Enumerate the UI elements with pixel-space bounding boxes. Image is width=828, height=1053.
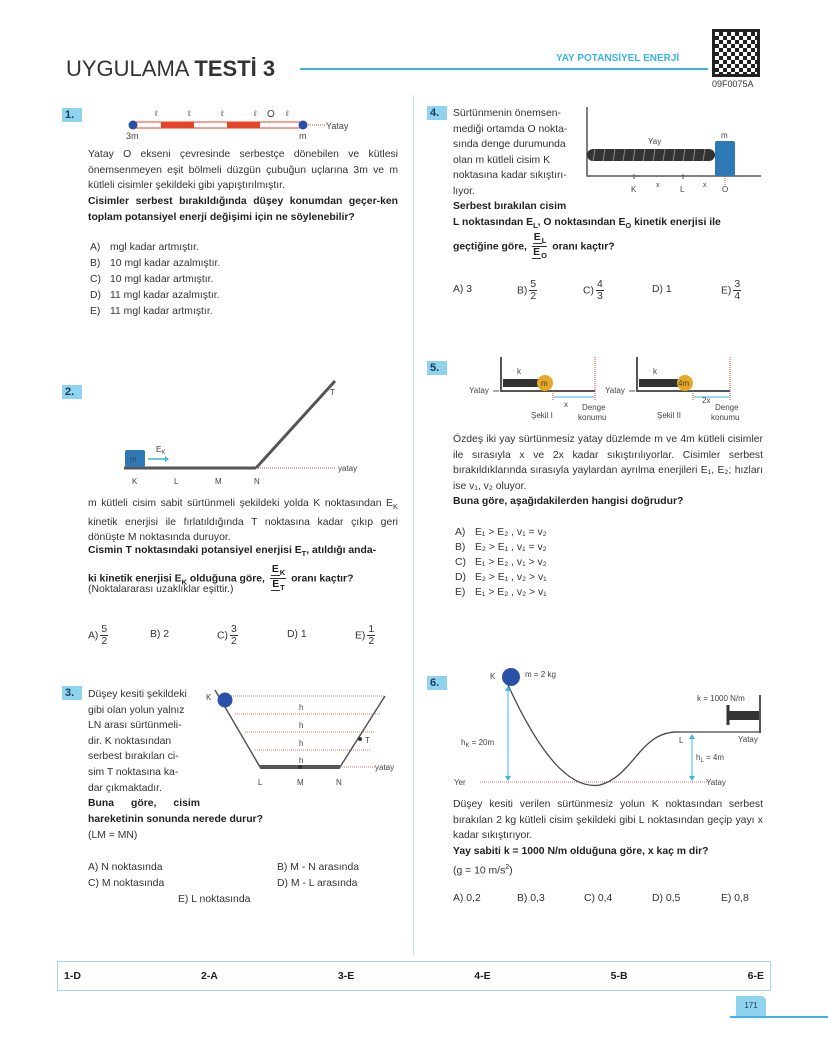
svg-text:T: T xyxy=(330,388,335,397)
svg-text:N: N xyxy=(336,778,342,787)
option-d[interactable]: D) E₂ > E₁ , v₂ > v₁ xyxy=(455,572,547,583)
column-divider xyxy=(413,95,414,955)
question-number: 1. xyxy=(62,108,82,122)
svg-text:h: h xyxy=(299,703,304,712)
q4-question-3: geçtiğine göre, $\frac{E_L}{E_O}$ oranı kaçtır? xyxy=(453,232,615,261)
svg-text:Yatay: Yatay xyxy=(469,386,489,395)
qr-code-label: 09F0075A xyxy=(712,79,754,89)
rod-figure xyxy=(120,104,360,144)
svg-text:k: k xyxy=(517,367,521,376)
option-c[interactable]: C) M noktasında xyxy=(88,878,165,889)
q4-question-2: L noktasından $E_L$, O noktasından $E_O$ kinetik enerjisi ile xyxy=(453,217,721,231)
q1-body: Yatay O ekseni çevresinde serbestçe dönebilen ve kütlesi önemsenmeyen eşit bölmeli düzgün çubuğun uçlarına 3m ve m kütleli cisimler şekildeki gibi yapıştırılmıştır. xyxy=(88,149,398,192)
svg-text:m = 2 kg: m = 2 kg xyxy=(525,670,556,679)
svg-text:L: L xyxy=(680,185,685,194)
svg-text:Denge: Denge xyxy=(715,403,739,412)
q2-body: m kütleli cisim sabit sürtünmeli şekildeki yolda K noktasından $E_K$ kinetik enerjisi ile fırlatıldığında T noktasına kadar çıkıp geri dönüşte M noktasında duruyor. xyxy=(88,498,398,544)
option-a[interactable]: A) E₁ > E₂ , v₁ = v₂ xyxy=(455,527,547,538)
svg-text:Yer: Yer xyxy=(454,778,466,787)
svg-text:N: N xyxy=(254,477,260,485)
svg-text:m: m xyxy=(299,131,307,141)
valley-track-figure xyxy=(200,688,410,798)
svg-text:ℓ: ℓ xyxy=(221,109,224,118)
svg-text:h: h xyxy=(299,756,304,765)
option-d[interactable]: D) 11 mgl kadar azalmıştır. xyxy=(90,290,220,301)
answer-2: 2-A xyxy=(200,970,218,982)
svg-text:K: K xyxy=(631,185,637,194)
svg-text:Denge: Denge xyxy=(582,403,606,412)
option-c[interactable]: C) $\frac{3}{2}$ xyxy=(217,624,237,647)
svg-text:hK = 20m: $h_K = 20m$ xyxy=(461,738,495,749)
question-number: 3. xyxy=(62,686,82,700)
svg-text:m: m xyxy=(130,455,137,464)
svg-text:yatay: yatay xyxy=(338,464,358,473)
option-b[interactable]: B) 2 xyxy=(150,629,170,640)
q3-note: (LM = MN) xyxy=(88,830,138,841)
svg-text:M: M xyxy=(297,778,304,787)
answer-4: 4-E xyxy=(474,970,491,982)
qr-code-icon xyxy=(712,29,760,77)
q6-body: Düşey kesiti verilen sürtünmesiz yolun K noktasından serbest bırakılan 2 kg kütleli cisim şekildeki gibi L noktasından geçip yayı x kadar sıkıştırıyor. xyxy=(453,799,763,842)
answer-3: 3-E xyxy=(337,970,355,982)
svg-text:h: h xyxy=(299,739,304,748)
q3-body: Düşey kesiti şekildeki gibi olan yolun yalnız LN arası sürtünmeli- dir. K noktasından serbest bırakılan ci- sim T noktasına ka- dar çıkmaktadır. xyxy=(88,689,187,794)
svg-text:Yay: Yay xyxy=(648,137,662,146)
q6-question: Yay sabiti k = 1000 N/m olduğuna göre, x kaç m dir? xyxy=(453,846,709,857)
q4-body: Sürtünmenin önemsen- mediği ortamda O nokta- sında denge durumunda olan m kütleli cisim K noktasına kadar sıkıştırı- lıyor. xyxy=(453,108,568,197)
svg-text:konumu: konumu xyxy=(578,413,607,422)
page-number: 171 xyxy=(736,996,766,1016)
svg-text:4m: 4m xyxy=(678,379,690,388)
page-title xyxy=(66,56,275,82)
ramp-figure xyxy=(120,375,360,485)
svg-text:K: K xyxy=(490,672,496,681)
svg-text:ℓ: ℓ xyxy=(188,109,191,118)
option-b[interactable]: B) M - N arasında xyxy=(277,862,359,873)
svg-text:ℓ: ℓ xyxy=(286,109,289,118)
q3-question-2: hareketinin sonunda nerede durur? xyxy=(88,814,263,825)
title-light: UYGULAMA xyxy=(66,56,189,81)
option-e[interactable]: E) $\frac{1}{2}$ xyxy=(355,624,375,647)
q2-note: (Noktalararası uzaklıklar eşittir.) xyxy=(88,584,234,595)
spring-mass-figure xyxy=(583,105,763,195)
svg-text:x: x xyxy=(564,400,568,409)
answer-key xyxy=(57,961,771,991)
svg-text:EK: $E_K$ xyxy=(156,445,166,456)
svg-text:ℓ: ℓ xyxy=(155,109,158,118)
option-d[interactable]: D) 1 xyxy=(287,629,307,640)
svg-text:K: K xyxy=(206,693,212,702)
question-number: 6. xyxy=(427,676,447,690)
svg-text:konumu: konumu xyxy=(711,413,740,422)
svg-text:m: m xyxy=(541,379,548,388)
header-rule xyxy=(300,68,708,70)
svg-text:k = 1000 N/m: k = 1000 N/m xyxy=(697,694,745,703)
question-number: 4. xyxy=(427,106,447,120)
svg-text:2x: 2x xyxy=(702,396,711,405)
svg-text:L: L xyxy=(174,477,179,485)
option-c[interactable]: C) $\frac{4}{3}$ xyxy=(583,279,603,302)
svg-text:yatay: yatay xyxy=(375,763,395,772)
svg-text:ℓ: ℓ xyxy=(254,109,257,118)
svg-text:Yatay: Yatay xyxy=(326,121,349,131)
q3-question-1: Buna göre, cisim xyxy=(88,798,200,809)
option-e[interactable]: E) E₁ > E₂ , v₂ > v₁ xyxy=(455,587,547,598)
svg-text:O: O xyxy=(722,185,729,194)
q5-question: Buna göre, aşağıdakilerden hangisi doğrudur? xyxy=(453,496,684,507)
q6-note: (g = 10 $m/s^2$) xyxy=(453,864,513,877)
svg-text:3m: 3m xyxy=(126,131,139,141)
option-e[interactable]: E) $\frac{3}{4}$ xyxy=(721,279,741,302)
option-c[interactable]: C) 10 mgl kadar artmıştır. xyxy=(90,274,214,285)
option-b[interactable]: B) E₂ > E₁ , v₁ = v₂ xyxy=(455,542,547,553)
svg-text:x: x xyxy=(656,182,660,189)
spring-comparison-figure xyxy=(465,355,765,427)
svg-text:Yatay: Yatay xyxy=(738,735,758,744)
option-a[interactable]: A) N noktasında xyxy=(88,862,163,873)
option-c[interactable]: C) E₁ > E₂ , v₁ > v₂ xyxy=(455,557,547,568)
answer-6: 6-E xyxy=(747,970,764,982)
topic-label: YAY POTANSİYEL ENERJİ xyxy=(556,53,680,64)
svg-text:m: m xyxy=(721,131,728,140)
svg-text:Yatay: Yatay xyxy=(605,386,625,395)
option-a[interactable]: A) 3 xyxy=(453,284,473,295)
option-c[interactable]: C) 0,4 xyxy=(584,893,613,904)
option-e[interactable]: E) L noktasında xyxy=(178,894,251,905)
footer-rule xyxy=(730,1016,828,1018)
svg-text:Şekil I: Şekil I xyxy=(531,411,553,420)
svg-text:L: L xyxy=(258,778,263,787)
svg-text:k: k xyxy=(653,367,657,376)
option-e[interactable]: E) 11 mgl kadar artmıştır. xyxy=(90,306,213,317)
svg-text:O: O xyxy=(267,109,275,120)
svg-text:K: K xyxy=(132,477,138,485)
q4-question-1: Serbest bırakılan cisim xyxy=(453,201,567,212)
answer-1: 1-D xyxy=(64,970,81,982)
option-b[interactable]: B) 10 mgl kadar azalmıştır. xyxy=(90,258,221,269)
option-d[interactable]: D) 1 xyxy=(652,284,672,295)
title-bold: TESTİ 3 xyxy=(194,56,276,81)
option-a[interactable]: A) 0,2 xyxy=(453,893,481,904)
option-b[interactable]: B) $\frac{5}{2}$ xyxy=(517,279,537,302)
question-number: 5. xyxy=(427,361,447,375)
option-e[interactable]: E) 0,8 xyxy=(721,893,749,904)
svg-text:M: M xyxy=(215,477,222,485)
option-d[interactable]: D) 0,5 xyxy=(652,893,681,904)
svg-text:Yatay: Yatay xyxy=(706,778,726,787)
track-spring-figure xyxy=(450,665,770,795)
svg-text:x: x xyxy=(703,182,707,189)
option-a[interactable]: A) $\frac{5}{2}$ xyxy=(88,624,108,647)
option-d[interactable]: D) M - L arasında xyxy=(277,878,358,889)
svg-text:T: T xyxy=(365,736,370,745)
option-b[interactable]: B) 0,3 xyxy=(517,893,545,904)
answer-5: 5-B xyxy=(610,970,628,982)
q1-question: Cisimler serbest bırakıldığında düşey konumdan geçer-ken toplam potansiyel enerji değişimi için ne söylenebilir? xyxy=(88,196,398,223)
question-number: 2. xyxy=(62,385,82,399)
q5-body: Özdeş iki yay sürtünmesiz yatay düzlemde m ve 4m kütleli cisimler ile sırasıyla x ve 2x kadar sıkıştırılıyorlar. Cisimler serbest bırakıldıklarında sırasıyla yaylardan ayrılma enerjileri E₁, E₂; hızları ise v₁, v₂ oluyor. xyxy=(453,434,763,492)
svg-text:hL = 4m: $h_L = 4m$ xyxy=(696,753,725,764)
svg-text:h: h xyxy=(299,721,304,730)
option-a[interactable]: A) mgl kadar artmıştır. xyxy=(90,242,199,253)
svg-text:Şekil II: Şekil II xyxy=(657,411,682,420)
svg-text:L: L xyxy=(679,736,684,745)
q2-question: Cismin T noktasındaki potansiyel enerjisi $E_T$, atıldığı anda- ki kinetik enerjisi $E_K$ olduğuna göre, $\frac{E_K}{E_T}$ oranı kaçtır? xyxy=(88,545,377,592)
